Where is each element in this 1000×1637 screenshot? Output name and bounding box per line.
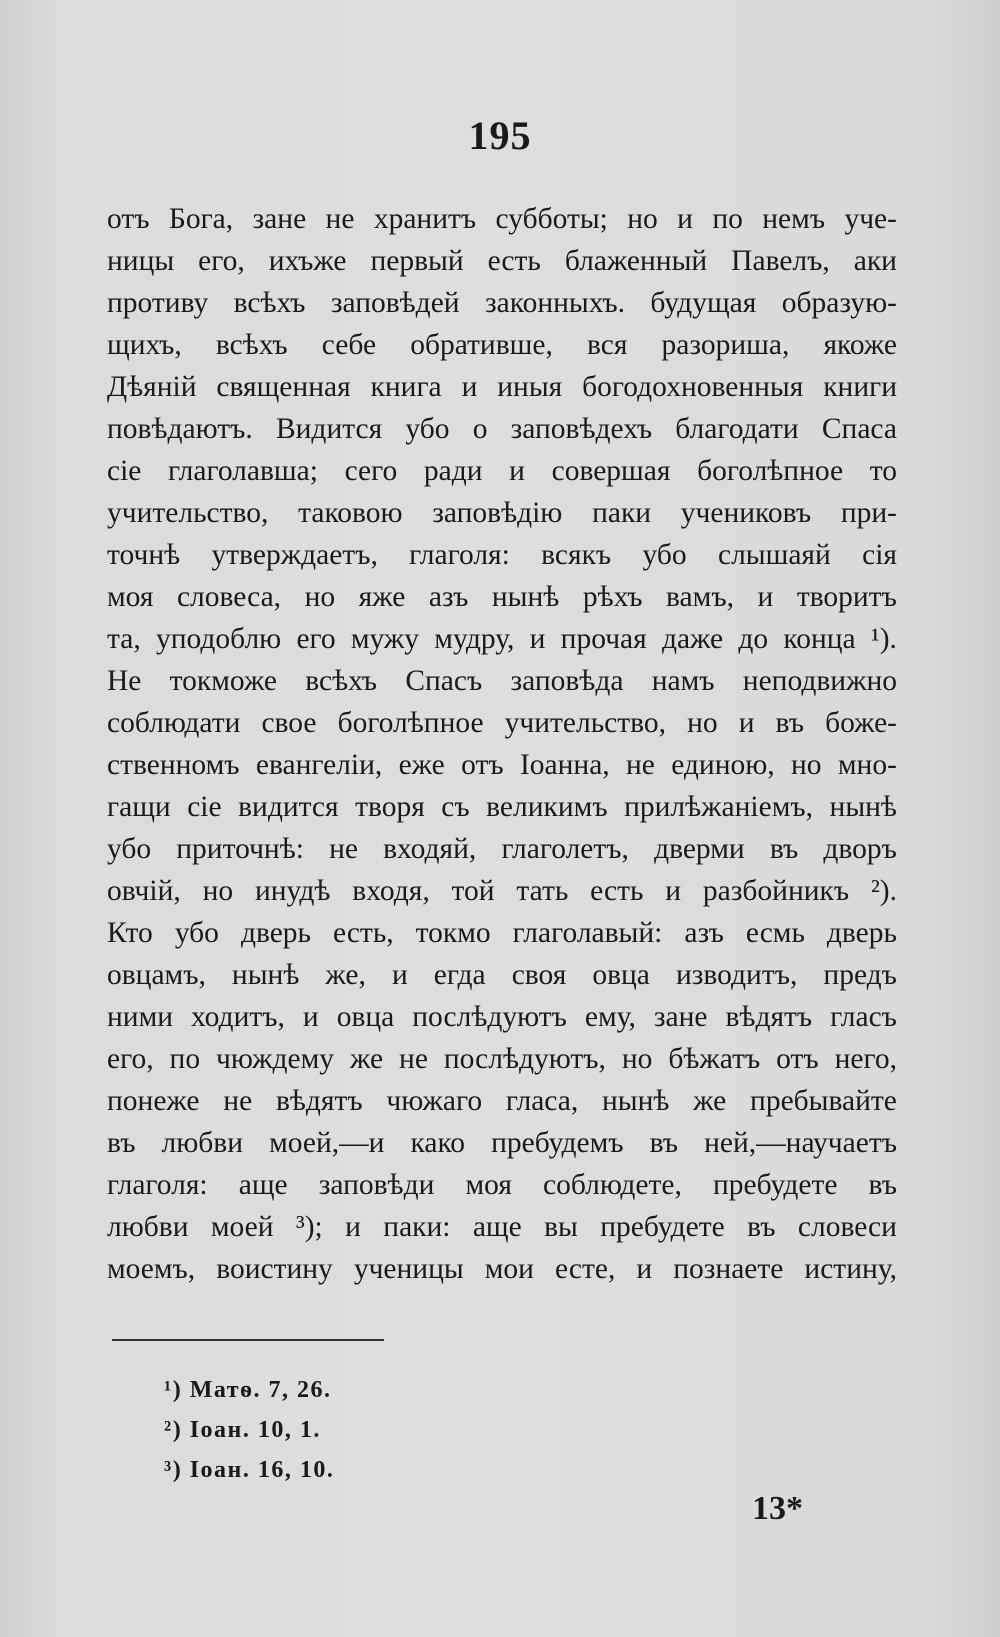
footnote: ²) Іоан. 10, 1. bbox=[164, 1417, 321, 1443]
signature-mark: 13* bbox=[752, 1490, 803, 1527]
footnote: ¹) Матѳ. 7, 26. bbox=[164, 1377, 332, 1403]
text-line: моемъ, воистину ученицы мои есте, и познаете истину, bbox=[107, 1253, 897, 1285]
text-line: сіе глаголавша; сего ради и совершая боголѣпное то bbox=[107, 455, 897, 487]
footnote-divider bbox=[112, 1339, 384, 1341]
text-line: овцамъ, нынѣ же, и егда своя овца изводитъ, предъ bbox=[107, 959, 897, 991]
text-line: Не токможе всѣхъ Спасъ заповѣда намъ неподвижно bbox=[107, 665, 897, 697]
text-line: овчій, но инудѣ входя, той тать есть и разбойникъ ²). bbox=[107, 875, 897, 907]
footnotes bbox=[164, 1370, 334, 1490]
footnote: ³) Іоан. 16, 10. bbox=[164, 1457, 335, 1483]
text-line: въ любви моей,—и како пребудемъ въ ней,—научаетъ bbox=[107, 1127, 897, 1159]
text-line: глаголя: аще заповѣди моя соблюдете, пребудете въ bbox=[107, 1169, 897, 1201]
text-line: Кто убо дверь есть, токмо глаголавый: азъ есмь дверь bbox=[107, 917, 897, 949]
text-line: повѣдаютъ. Видится убо о заповѣдехъ благодати Спаса bbox=[107, 413, 897, 445]
text-line: точнѣ утверждаетъ, глаголя: всякъ убо слышаяй сія bbox=[107, 539, 897, 571]
text-line: учительство, таковою заповѣдію паки учениковъ при- bbox=[107, 497, 897, 529]
text-line: отъ Бога, зане не хранитъ субботы; но и по немъ уче- bbox=[107, 203, 897, 235]
text-line: моя словеса, но яже азъ нынѣ рѣхъ вамъ, и творитъ bbox=[107, 581, 897, 613]
text-line: щихъ, всѣхъ себе обративше, вся разориша, якоже bbox=[107, 329, 897, 361]
page-number: 195 bbox=[468, 113, 532, 158]
text-line: соблюдати свое боголѣпное учительство, но и въ боже- bbox=[107, 707, 897, 739]
body-text bbox=[107, 198, 897, 1290]
text-line: противу всѣхъ заповѣдей законныхъ. будущая образую- bbox=[107, 287, 897, 319]
text-line: его, по чюждему же не послѣдуютъ, но бѣжатъ отъ него, bbox=[107, 1043, 897, 1075]
text-line: ницы его, ихъже первый есть блаженный Павелъ, аки bbox=[107, 245, 897, 277]
text-line: понеже не вѣдятъ чюжаго гласа, нынѣ же пребывайте bbox=[107, 1085, 897, 1117]
text-line: та, уподоблю его мужу мудру, и прочая даже до конца ¹). bbox=[107, 623, 897, 655]
text-line: убо приточнѣ: не входяй, глаголетъ, дверми въ дворъ bbox=[107, 833, 897, 865]
text-line: ними ходитъ, и овца послѣдуютъ ему, зане вѣдятъ гласъ bbox=[107, 1001, 897, 1033]
text-line: любви моей ³); и паки: аще вы пребудете въ словеси bbox=[107, 1211, 897, 1243]
text-line: ственномъ евангеліи, еже отъ Іоанна, не единою, но мно- bbox=[107, 749, 897, 781]
text-line: Дѣяній священная книга и иныя богодохновенныя книги bbox=[107, 371, 897, 403]
text-line: гащи сіе видится творя съ великимъ прилѣжаніемъ, нынѣ bbox=[107, 791, 897, 823]
